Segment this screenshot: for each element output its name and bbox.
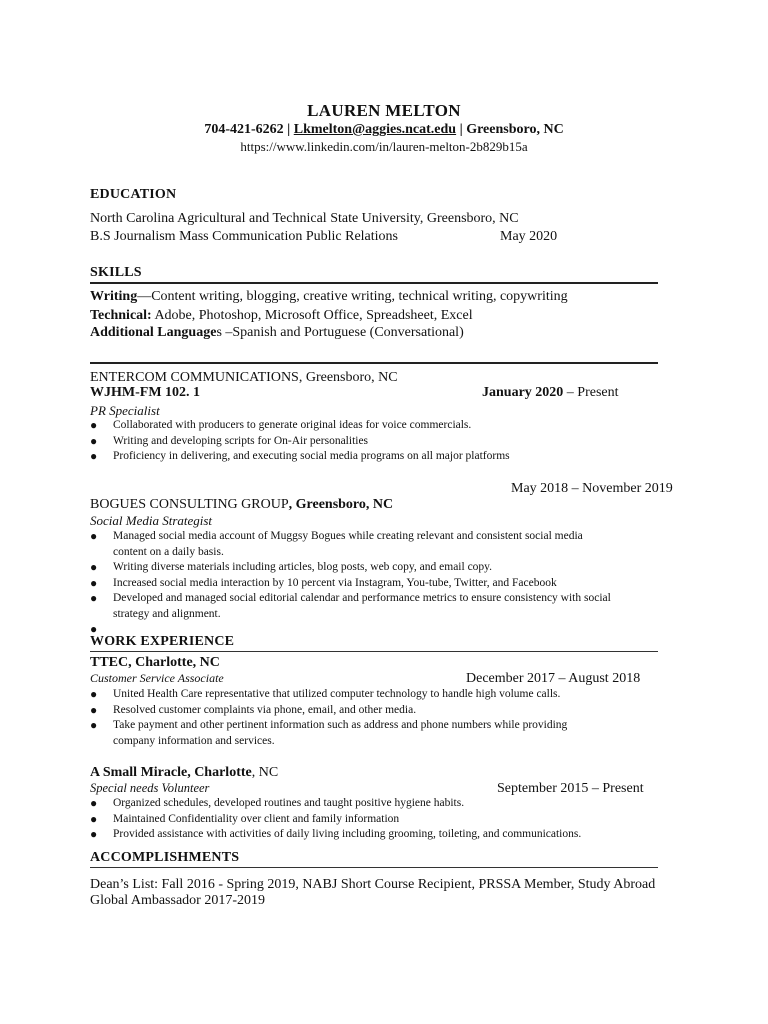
entercom-role: PR Specialist [90,403,160,418]
list-item: ● Proficiency in delivering, and executing social media programs on all major platforms [90,449,510,465]
linkedin-url[interactable]: https://www.linkedin.com/in/lauren-melton-2b829b15a [240,139,528,154]
ttec-company: TTEC, Charlotte, NC [90,655,220,670]
phone-number: 704-421-6262 [204,122,284,137]
contact-line [0,122,768,138]
list-item: ● Resolved customer complaints via phone, email, and other media. [90,703,567,719]
bogues-date: May 2018 – November 2019 [511,481,673,496]
section-divider [90,651,658,652]
section-divider [90,282,658,284]
list-item: ● Organized schedules, developed routines and taught positive hygiene habits. [90,796,581,812]
technical-label: Technical: [90,308,152,323]
section-divider [90,867,658,868]
bogues-location: , Greensboro, NC [288,497,394,512]
continuation-text: content on a daily basis. [113,545,224,558]
list-item: ● Provided assistance with activities of daily living including grooming, toileting, and communications. [90,827,581,843]
skills-writing [90,289,568,305]
miracle-company: A Small Miracle, Charlotte [90,765,252,780]
list-item-continuation [90,607,611,623]
miracle-location: , NC [251,765,279,780]
list-item: ● Maintained Confidentiality over client and family information [90,812,581,828]
entercom-company-name: ENTERCOM COMMUNICATIONS, Greensboro, NC [90,370,398,385]
entercom-bullets [90,418,510,465]
resume-name: LAUREN MELTON [307,101,461,120]
bogues-bullets [90,529,611,622]
technical-text: Adobe, Photoshop, Microsoft Office, Spreadsheet, Excel [151,308,473,323]
entercom-date [482,385,619,401]
bogues-role: Social Media Strategist [90,513,213,528]
writing-label: Writing [90,289,138,304]
list-item: ● United Health Care representative that utilized computer technology to handle high volume calls. [90,687,567,703]
entercom-date-start: January 2020 [482,385,564,400]
list-item-continuation [90,545,611,561]
entercom-company [90,370,398,386]
ttec-role: Customer Service Associate [90,671,224,685]
miracle-date: September 2015 – Present [497,781,644,796]
skills-heading: SKILLS [90,265,142,280]
work-heading: WORK EXPERIENCE [90,634,235,649]
skills-languages [90,325,464,341]
list-item: ● Developed and managed social editorial calendar and performance metrics to ensure consistency with social [90,591,611,607]
list-item: ● Managed social media account of Muggsy Bogues while creating relevant and consistent social media [90,529,611,545]
list-item: ● Collaborated with producers to generate original ideas for voice commercials. [90,418,510,434]
education-date: May 2020 [500,229,558,244]
accomplishments-line-1: Dean’s List: Fall 2016 - Spring 2019, NABJ Short Course Recipient, PRSSA Member, Study Abroad [90,877,656,892]
bogues-company: BOGUES CONSULTING GROUP [90,497,289,512]
education-degree: B.S Journalism Mass Communication Public Relations [90,229,398,244]
ttec-bullets [90,687,567,749]
accomplishments-line-2: Global Ambassador 2017-2019 [90,893,265,908]
miracle-role: Special needs Volunteer [90,781,210,795]
education-school: North Carolina Agricultural and Technical State University, Greensboro, NC [90,211,519,226]
list-item-continuation [90,734,567,750]
list-item: ● Writing diverse materials including articles, blog posts, web copy, and email copy. [90,560,611,576]
miracle-bullets [90,796,581,843]
languages-text: s –Spanish and Portuguese (Conversational) [216,325,464,340]
email-link[interactable]: Lkmelton@aggies.ncat.edu [293,122,457,137]
miracle-company-line [90,765,278,781]
accomplishments-heading: ACCOMPLISHMENTS [90,850,240,865]
location: | Greensboro, NC [456,122,564,137]
bogues-company-line [90,497,393,513]
separator: | [283,122,294,137]
entercom-date-end: – Present [563,385,619,400]
continuation-text: strategy and alignment. [113,607,221,620]
skills-technical [90,308,473,324]
section-divider [90,362,658,364]
entercom-station: WJHM-FM 102. 1 [90,385,201,400]
list-item: ● Writing and developing scripts for On-Air personalities [90,434,510,450]
education-heading: EDUCATION [90,187,177,202]
writing-text: —Content writing, blogging, creative writing, technical writing, copywriting [137,289,568,304]
languages-label: Additional Language [90,325,217,340]
ttec-date: December 2017 – August 2018 [466,671,641,686]
list-item: ● Increased social media interaction by 10 percent via Instagram, You-tube, Twitter, and Facebook [90,576,611,592]
list-item: ● Take payment and other pertinent information such as address and phone numbers while providing [90,718,567,734]
continuation-text: company information and services. [113,734,275,747]
